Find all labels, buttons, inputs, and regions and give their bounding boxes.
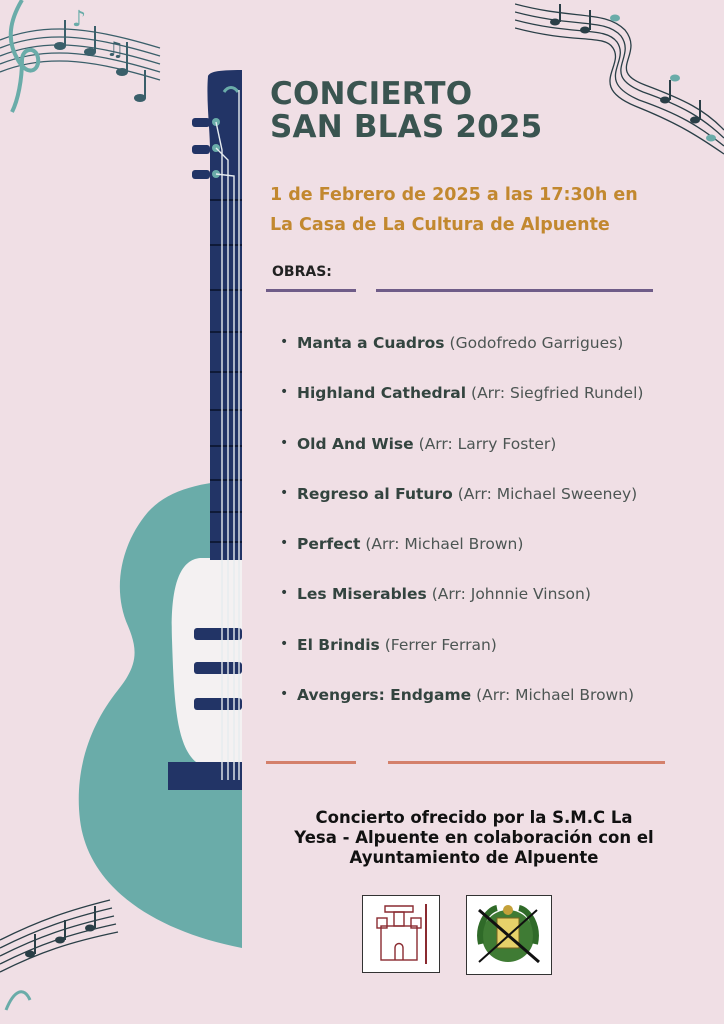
divider-bottom-long bbox=[388, 761, 665, 764]
list-item: • Perfect (Arr: Michael Brown) bbox=[280, 535, 524, 554]
music-staff-icon bbox=[0, 0, 165, 120]
work-credit: (Arr: Michael Brown) bbox=[365, 535, 524, 554]
work-credit: (Arr: Johnnie Vinson) bbox=[431, 585, 591, 604]
list-item: • Highland Cathedral (Arr: Siegfried Rundel) bbox=[280, 384, 644, 403]
work-title: Les Miserables bbox=[297, 585, 427, 604]
list-item: • Manta a Cuadros (Godofredo Garrigues) bbox=[280, 334, 624, 352]
town-hall-crest-icon bbox=[362, 895, 440, 973]
work-title: Manta a Cuadros bbox=[297, 334, 445, 352]
venue-line: La Casa de La Cultura de Alpuente bbox=[270, 215, 610, 235]
concert-title bbox=[270, 78, 690, 144]
list-item: • Regreso al Futuro (Arr: Michael Sweeney) bbox=[280, 484, 638, 503]
work-credit: (Godofredo Garrigues) bbox=[449, 334, 624, 352]
date-venue bbox=[270, 180, 710, 240]
footer-line-3: Ayuntamiento de Alpuente bbox=[349, 848, 599, 867]
list-item: • El Brindis (Ferrer Ferran) bbox=[280, 635, 497, 654]
work-title: Perfect bbox=[297, 535, 361, 554]
footer-line-2: Yesa - Alpuente en colaboración con el bbox=[294, 828, 654, 847]
svg-text:♫: ♫ bbox=[106, 37, 124, 61]
music-staff-icon bbox=[0, 890, 120, 1024]
band-crest-icon bbox=[466, 895, 552, 975]
work-credit: (Ferrer Ferran) bbox=[384, 635, 497, 654]
work-title: Highland Cathedral bbox=[297, 384, 467, 403]
svg-text:♪: ♪ bbox=[72, 7, 87, 32]
title-line-1: CONCIERTO bbox=[270, 76, 473, 112]
divider-short bbox=[266, 289, 356, 292]
title-line-2: SAN BLAS 2025 bbox=[270, 109, 543, 145]
guitar-illustration bbox=[0, 0, 260, 960]
work-credit: (Arr: Michael Sweeney) bbox=[457, 484, 638, 503]
list-item: • Les Miserables (Arr: Johnnie Vinson) bbox=[280, 585, 591, 604]
work-title: Avengers: Endgame bbox=[297, 686, 472, 705]
works-list bbox=[280, 334, 700, 736]
work-title: Regreso al Futuro bbox=[297, 484, 453, 503]
organizer-credit bbox=[270, 808, 678, 868]
date-line: 1 de Febrero de 2025 a las 17:30h en bbox=[270, 185, 638, 205]
work-title: Old And Wise bbox=[297, 434, 414, 453]
work-credit: (Arr: Michael Brown) bbox=[476, 686, 635, 705]
works-heading: OBRAS: bbox=[272, 264, 332, 280]
divider-bottom-short bbox=[266, 761, 356, 764]
work-credit: (Arr: Larry Foster) bbox=[418, 434, 557, 453]
footer-line-1: Concierto ofrecido por la S.M.C La bbox=[315, 808, 633, 827]
list-item: • Old And Wise (Arr: Larry Foster) bbox=[280, 434, 557, 453]
work-credit: (Arr: Siegfried Rundel) bbox=[471, 384, 644, 403]
divider-long bbox=[376, 289, 653, 292]
work-title: El Brindis bbox=[297, 635, 380, 654]
list-item: • Avengers: Endgame (Arr: Michael Brown) bbox=[280, 686, 635, 705]
